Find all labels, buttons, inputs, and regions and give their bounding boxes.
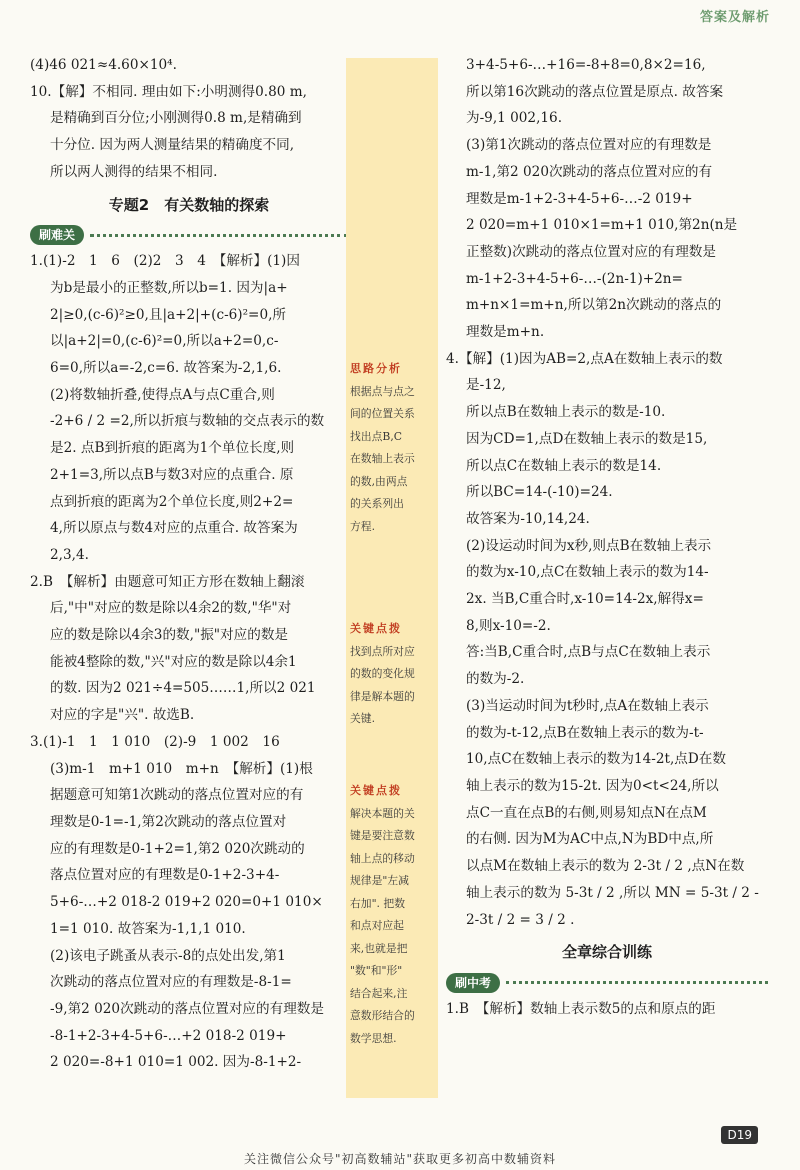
q3-line: 1=1 010. 故答案为-1,1,1 010. xyxy=(50,920,246,937)
q2-block xyxy=(30,569,348,729)
note-line: 的数的变化规 xyxy=(350,667,415,680)
note-line: 根据点与点之 xyxy=(350,384,415,398)
badge-hard: 刷难关 xyxy=(30,225,84,245)
right-column xyxy=(446,52,768,1023)
q3-line: m+n×1=m+n,所以第2n次跳动的落点的 xyxy=(466,297,722,314)
q1-line: (2)将数轴折叠,使得点A与点C重合,则 xyxy=(50,386,275,403)
badge-row xyxy=(446,970,768,996)
q3-line: 为-9,1 002,16. xyxy=(466,110,563,127)
q10-line: 所以两人测得的结果不相同. xyxy=(50,163,218,180)
note-line: 找到点所对应 xyxy=(350,644,415,658)
q3-line: 理数是m+n. xyxy=(466,324,545,341)
q3-line: 理数是m-1+2-3+4-5+6-…-2 019+ xyxy=(466,190,693,207)
note-line: 关键. xyxy=(350,712,376,725)
q1-line: 点到折痕的距离为2个单位长度,则2+2= xyxy=(50,493,294,510)
q4-line: 的数为-t-12,点B在数轴上表示的数为-t- xyxy=(466,724,704,741)
q4-line: 因为CD=1,点D在数轴上表示的数是15, xyxy=(466,430,708,447)
q3-line: 应的有理数是0-1+2=1,第2 020次跳动的 xyxy=(50,840,305,857)
q2-line: 2.B 【解析】由题意可知正方形在数轴上翻滚 xyxy=(30,573,305,590)
q3-line: (3)第1次跳动的落点位置对应的有理数是 xyxy=(466,137,712,154)
sidebar-notes xyxy=(346,58,438,1098)
note-line: 意数形结合的 xyxy=(350,1009,415,1022)
badge-exam: 刷中考 xyxy=(446,973,500,993)
q4-block xyxy=(446,346,768,933)
q4-line: 点C一直在点B的右侧,则易知点N在点M xyxy=(466,804,707,821)
q3-line: 2 020=-8+1 010=1 002. 因为-8-1+2- xyxy=(50,1054,302,1071)
q3-line: 所以第16次跳动的落点位置是原点. 故答案 xyxy=(466,83,724,100)
note-line: 的关系列出 xyxy=(350,497,404,510)
q1-line: 4,所以原点与数4对应的点重合. 故答案为 xyxy=(50,520,298,537)
note-line: 右加". 把数 xyxy=(350,896,406,910)
note-line: 解决本题的关 xyxy=(350,806,415,820)
dotted-divider xyxy=(90,234,348,237)
note-line: 来,也就是把 xyxy=(350,941,408,955)
q4-line: 轴上表示的数为15-2t. 因为0<t<24,所以 xyxy=(466,777,719,794)
q3-line: m-1,第2 020次跳动的落点位置对应的有 xyxy=(466,163,713,180)
note-line: 方程. xyxy=(350,519,376,533)
q4-line: (3)当运动时间为t秒时,点A在数轴上表示 xyxy=(466,697,709,714)
q1-line: 1.(1)-2 1 6 (2)2 3 4 【解析】(1)因 xyxy=(30,253,300,270)
q4-line: 8,则x-10=-2. xyxy=(466,617,551,634)
note-line: 轴上点的移动 xyxy=(350,851,415,865)
note-line: 数学思想. xyxy=(350,1031,397,1045)
note-line: 的数,由两点 xyxy=(350,474,408,488)
q1-line: 2+1=3,所以点B与数3对应的点重合. 原 xyxy=(50,466,294,483)
q4-line: 轴上表示的数为 5-3t / 2 ,所以 MN = 5-3t / 2 - xyxy=(466,884,759,901)
q1-block xyxy=(30,248,348,568)
q3-line: 落点位置对应的有理数是0-1+2-3+4- xyxy=(50,867,280,884)
note-title: 思路分析 xyxy=(350,362,402,375)
q2-line: 对应的字是"兴". 故选B. xyxy=(50,707,195,724)
q4-line: 所以点C在数轴上表示的数是14. xyxy=(466,457,662,474)
q4-line: (4)46 021≈4.60×10⁴. xyxy=(30,57,177,73)
q3-line: 次跳动的落点位置对应的有理数是-8-1= xyxy=(50,974,292,991)
q4-line: 的右侧. 因为M为AC中点,N为BD中点,所 xyxy=(466,831,714,848)
q3-line: (3)m-1 m+1 010 m+n 【解析】(1)根 xyxy=(50,760,313,777)
q10-line: 十分位. 因为两人测量结果的精确度不同, xyxy=(50,137,295,154)
note-key-2 xyxy=(350,780,434,1050)
q1-line: 1.B 【解析】数轴上表示数5的点和原点的距 xyxy=(446,1000,716,1017)
q3-line: m-1+2-3+4-5+6-…-(2n-1)+2n= xyxy=(466,270,683,287)
note-line: 规律是"左减 xyxy=(350,874,409,887)
note-line: 间的位置关系 xyxy=(350,407,415,420)
badge-row xyxy=(30,222,348,248)
q1-line: 2,3,4. xyxy=(50,546,89,563)
q3-line: 理数是0-1=-1,第2次跳动的落点位置对 xyxy=(50,813,287,830)
q3-line: 据题意可知第1次跳动的落点位置对应的有 xyxy=(50,787,304,804)
q1-line: 是2. 点B到折痕的距离为1个单位长度,则 xyxy=(50,440,295,457)
note-title: 关键点拨 xyxy=(350,622,402,635)
q1-line: 为b是最小的正整数,所以b=1. 因为|a+ xyxy=(50,279,288,296)
q4-line: 故答案为-10,14,24. xyxy=(466,510,590,527)
dotted-divider xyxy=(506,981,768,984)
note-line: 找出点B,C xyxy=(350,429,403,443)
q4-line: 所以BC=14-(-10)=24. xyxy=(466,484,613,501)
q4-line: 的数为x-10,点C在数轴上表示的数为14- xyxy=(466,564,709,581)
q3-line: 3.(1)-1 1 1 010 (2)-9 1 002 16 xyxy=(30,733,280,750)
q4-line: 2x. 当B,C重合时,x-10=14-2x,解得x= xyxy=(466,591,704,608)
q4-line: 10,点C在数轴上表示的数为14-2t,点D在数 xyxy=(466,751,726,768)
q4-line: 的数为-2. xyxy=(466,671,525,688)
q3-line: 3+4-5+6-…+16=-8+8=0,8×2=16, xyxy=(466,57,706,73)
note-key-1 xyxy=(350,618,434,731)
q10-line: 10.【解】不相同. 理由如下:小明测得0.80 m, xyxy=(30,83,307,100)
footer-text: 关注微信公众号"初高数辅站"获取更多初高中数辅资料 xyxy=(243,1152,557,1166)
q4-line: 4.【解】(1)因为AB=2,点A在数轴上表示的数 xyxy=(446,350,723,367)
note-line: 在数轴上表示 xyxy=(350,452,415,465)
q1-line: 2|≥0,(c-6)²≥0,且|a+2|+(c-6)²=0,所 xyxy=(50,306,287,323)
q1-line: -2+6 / 2 =2,所以折痕与数轴的交点表示的数 xyxy=(50,413,325,430)
q3-block xyxy=(30,729,348,1076)
note-analysis xyxy=(350,358,434,538)
q3-line: 5+6-…+2 018-2 019+2 020=0+1 010× xyxy=(50,894,323,911)
q2-line: 应的数是除以4余3的数,"振"对应的数是 xyxy=(50,627,289,644)
q3-line: 正整数)次跳动的落点位置对应的有理数是 xyxy=(466,243,716,260)
q4-line: (2)设运动时间为x秒,则点B在数轴上表示 xyxy=(466,537,712,554)
note-line: 和点对应起 xyxy=(350,919,404,932)
q2-line: 的数. 因为2 021÷4=505……1,所以2 021 xyxy=(50,680,316,697)
q4-line: 以点M在数轴上表示的数为 2-3t / 2 ,点N在数 xyxy=(466,858,745,875)
note-line: 律是解本题的 xyxy=(350,689,415,703)
q3-line: (2)该电子跳蚤从表示-8的点处出发,第1 xyxy=(50,947,286,964)
q3-line: 2 020=m+1 010×1=m+1 010,第2n(n是 xyxy=(466,217,738,234)
chapter-title: 全章综合训练 xyxy=(561,943,652,962)
note-line: "数"和"形" xyxy=(350,964,403,977)
q10-block xyxy=(30,79,348,186)
page-number: D19 xyxy=(721,1126,758,1144)
section-title: 专题2 有关数轴的探索 xyxy=(108,195,270,214)
q1-line: 以|a+2|=0,(c-6)²=0,所以a+2=0,c- xyxy=(50,333,279,350)
q2-line: 能被4整除的数,"兴"对应的数是除以4余1 xyxy=(50,653,297,670)
q3-line: -8-1+2-3+4-5+6-…+2 018-2 019+ xyxy=(50,1027,287,1044)
q1-line: 6=0,所以a=-2,c=6. 故答案为-2,1,6. xyxy=(50,360,282,377)
q4-line: 2-3t / 2 = 3 / 2 . xyxy=(466,911,575,928)
q3-line: -9,第2 020次跳动的落点位置对应的有理数是 xyxy=(50,1000,324,1017)
q4-line: 答:当B,C重合时,点B与点C在数轴上表示 xyxy=(466,644,711,661)
q2-line: 后,"中"对应的数是除以4余2的数,"华"对 xyxy=(50,600,292,617)
note-title: 关键点拨 xyxy=(350,784,402,797)
q3-continued xyxy=(446,52,768,346)
q4-line: 所以点B在数轴上表示的数是-10. xyxy=(466,404,666,421)
left-column xyxy=(30,52,348,1076)
q4-line: 是-12, xyxy=(466,377,506,394)
note-line: 键是要注意数 xyxy=(350,829,415,842)
header-label: 答案及解析 xyxy=(699,10,770,25)
note-line: 结合起来,注 xyxy=(350,986,408,1000)
q10-line: 是精确到百分位;小刚测得0.8 m,是精确到 xyxy=(50,110,302,127)
